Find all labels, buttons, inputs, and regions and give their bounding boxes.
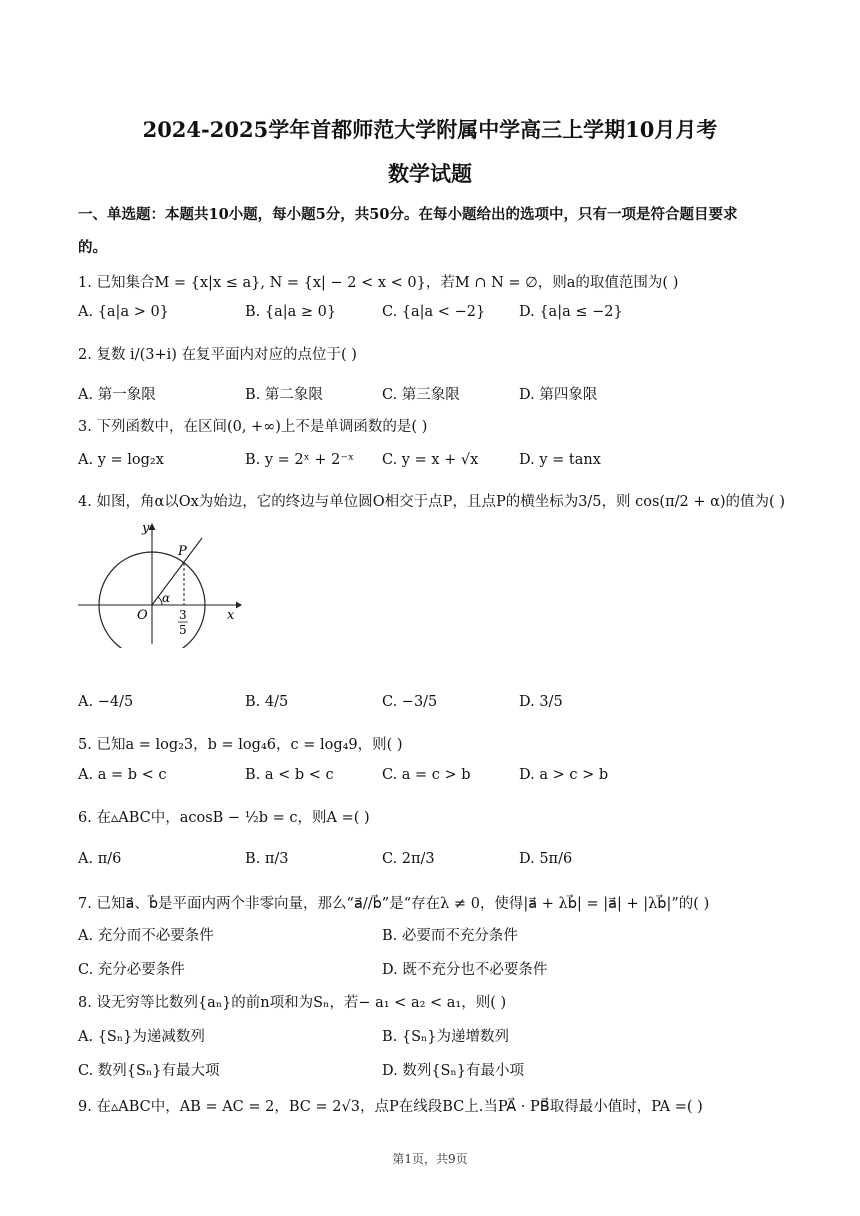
page-subtitle: 数学试题 xyxy=(388,161,472,186)
question-1-option-d: D. {a|a ≤ −2} xyxy=(519,304,623,320)
question-8-option-c: C. 数列{Sₙ}有最大项 xyxy=(78,1063,220,1079)
question-1-option-b: B. {a|a ≥ 0} xyxy=(245,304,337,320)
question-6-option-a: A. π/6 xyxy=(78,851,122,867)
page-footer: 第1页，共9页 xyxy=(392,1152,468,1166)
question-4-option-a: A. −4/5 xyxy=(78,694,134,710)
unit-circle-figure xyxy=(78,518,248,648)
point-p-label: P xyxy=(178,544,187,559)
question-2-option-a: A. 第一象限 xyxy=(78,387,156,403)
question-8-option-b: B. {Sₙ}为递增数列 xyxy=(382,1029,510,1045)
question-6-option-c: C. 2π/3 xyxy=(382,851,435,867)
question-2-option-d: D. 第四象限 xyxy=(519,387,598,403)
y-axis-arrow xyxy=(149,523,156,530)
question-7-option-a: A. 充分而不必要条件 xyxy=(78,928,214,944)
question-5-stem: 5. 已知a = log₂3，b = log₄6，c = log₄9，则( ) xyxy=(78,737,403,753)
question-3-option-b: B. y = 2ˣ + 2⁻ˣ xyxy=(245,452,355,468)
question-2-option-c: C. 第三象限 xyxy=(382,387,460,403)
terminal-side xyxy=(152,538,202,605)
question-4-option-c: C. −3/5 xyxy=(382,694,438,710)
question-3-option-d: D. y = tanx xyxy=(519,452,601,468)
question-6-option-b: B. π/3 xyxy=(245,851,289,867)
section-heading-line2: 的。 xyxy=(78,239,107,256)
question-1-option-a: A. {a|a > 0} xyxy=(78,304,169,320)
x-axis-arrow xyxy=(236,602,242,609)
y-axis-label: y xyxy=(142,521,150,536)
question-9-stem: 9. 在▵ABC中，AB = AC = 2，BC = 2√3，点P在线段BC上.当PA⃗ · PB⃗取得最小值时，PA =( ) xyxy=(78,1099,703,1115)
question-6-option-d: D. 5π/6 xyxy=(519,851,573,867)
question-8-option-d: D. 数列{Sₙ}有最小项 xyxy=(382,1063,524,1079)
question-1-option-c: C. {a|a < −2} xyxy=(382,304,486,320)
fraction-numerator: 3 xyxy=(179,608,187,622)
question-7-option-d: D. 既不充分也不必要条件 xyxy=(382,962,548,978)
question-3-option-a: A. y = log₂x xyxy=(78,452,164,468)
question-4-option-d: D. 3/5 xyxy=(519,694,563,710)
question-5-option-d: D. a > c > b xyxy=(519,767,609,783)
alpha-label: α xyxy=(162,591,171,605)
question-3-option-c: C. y = x + √x xyxy=(382,452,479,468)
question-4-stem: 4. 如图，角α以Ox为始边，它的终边与单位圆O相交于点P，且点P的横坐标为3/5，则 cos(π/2 + α)的值为( ) xyxy=(78,494,785,510)
question-7-stem: 7. 已知a⃗、b⃗是平面内两个非零向量，那么“a⃗//b⃗”是“存在λ ≠ 0，使得|a⃗ + λb⃗| = |a⃗| + |λb⃗|”的( ) xyxy=(78,896,710,912)
question-2-option-b: B. 第二象限 xyxy=(245,387,323,403)
page-title: 2024-2025学年首都师范大学附属中学高三上学期10月月考 xyxy=(142,117,718,142)
question-5-option-a: A. a = b < c xyxy=(78,767,167,783)
question-6-stem: 6. 在▵ABC中，acosB − ½b = c，则A =( ) xyxy=(78,810,370,826)
question-7-option-b: B. 必要而不充分条件 xyxy=(382,928,518,944)
question-2-stem: 2. 复数 i/(3+i) 在复平面内对应的点位于( ) xyxy=(78,347,357,363)
question-8-option-a: A. {Sₙ}为递减数列 xyxy=(78,1029,205,1045)
question-5-option-b: B. a < b < c xyxy=(245,767,334,783)
question-4-option-b: B. 4/5 xyxy=(245,694,289,710)
x-axis-label: x xyxy=(227,608,235,623)
origin-label: O xyxy=(137,608,148,623)
question-3-stem: 3. 下列函数中，在区间(0, +∞)上不是单调函数的是( ) xyxy=(78,419,428,435)
section-heading-line1: 一、单选题：本题共10小题，每小题5分，共50分。在每小题给出的选项中，只有一项是符合题目要求 xyxy=(78,206,738,223)
question-5-option-c: C. a = c > b xyxy=(382,767,471,783)
question-7-option-c: C. 充分必要条件 xyxy=(78,962,185,978)
question-8-stem: 8. 设无穷等比数列{aₙ}的前n项和为Sₙ，若− a₁ < a₂ < a₁，则( ) xyxy=(78,995,507,1011)
fraction-denominator: 5 xyxy=(179,623,187,637)
question-1-stem: 1. 已知集合M = {x|x ≤ a}, N = {x| − 2 < x < 0}，若M ∩ N = ∅，则a的取值范围为( ) xyxy=(78,275,679,291)
